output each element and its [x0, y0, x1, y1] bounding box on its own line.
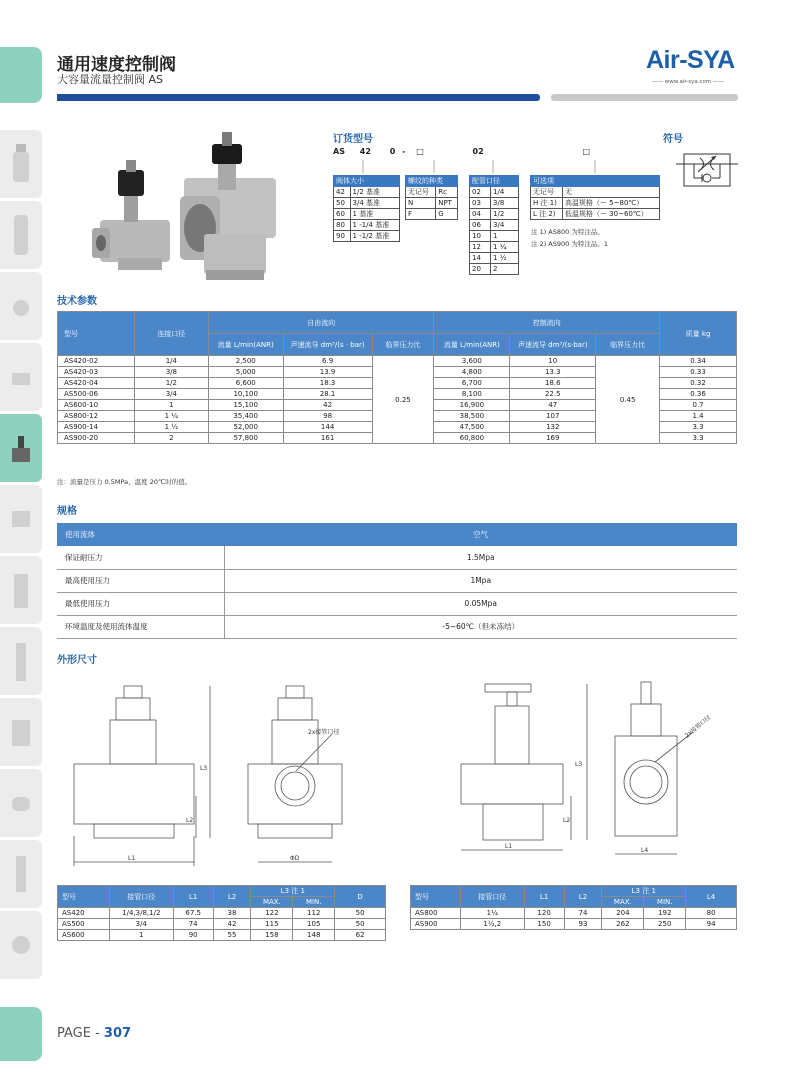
tech-note: 注：流量是压力 0.5MPa、温度 20℃时的值。 — [57, 478, 192, 486]
tech-title: 技术参数 — [57, 296, 97, 307]
table-row: AS900-14 1 ½ 52,000 144 47,500 132 3.3 — [58, 422, 737, 433]
dim-label-l1: L1 — [128, 855, 136, 862]
top-color-tab — [0, 47, 42, 103]
page-subtitle: 大容量流量控制阀 AS — [57, 73, 164, 86]
lubricator-icon — [10, 213, 32, 257]
side-tab-fitting[interactable] — [0, 343, 42, 411]
code-series: AS — [333, 147, 345, 156]
dims-title: 外形尺寸 — [57, 655, 97, 666]
table-row: AS800-12 1 ¼ 35,400 98 38,500 107 1.4 — [58, 411, 737, 422]
valve-icon — [10, 497, 32, 541]
side-tab-cylinder[interactable] — [0, 627, 42, 695]
filter-icon — [10, 142, 32, 186]
table-row: AS500-06 3/4 10,100 28.1 8,100 22.5 0.36 — [58, 389, 737, 400]
table-row: AS900-20 2 57,800 161 60,800 169 3.3 — [58, 433, 737, 444]
header-bar-grey — [551, 94, 738, 101]
dim-label-port: 2x接管口径 — [308, 729, 340, 736]
symbol-title: 符号 — [663, 134, 683, 145]
tech-table: 型号 连接口径 自由流向 控制流向 质量 kg 流量 L/min(ANR) 声速流导 dm³/(s · bar) 临界压力比 流量 L/min(ANR) 声速流导 dm³/(s·bar) 临界压力比 AS420-02 1/4 2,500 6.9 0.25 3,600 10 0.45 0.34 AS420-03 3/8 5,000 13.9 4,800 13.3 0.33 AS420-04 1/2 6,600 18.3 6,700 18.6 0.32 AS500-06 3/4 10,100 28.1 8,100 22.5 0.36 AS600-10 1 15,100 42 16,900 47 0.7 AS800-12 1 ¼ 35,400 98 38,500 107 1.4 AS900-14 1 ½ 52,000 144 47,500 132 3.3 AS900-20 2 57,800 161 60,800 169 3.3 — [57, 311, 737, 444]
body-size-table: 阀体大小 42 1/2 基准 50 3/4 基准 60 1 基准 80 1 -1/4 基准 90 1 -1/2 基准 — [333, 175, 400, 242]
table-row: AS420-02 1/4 2,500 6.9 0.25 3,600 10 0.45 0.34 — [58, 356, 737, 367]
speed-valve-icon — [10, 426, 32, 470]
side-tab-elbow[interactable] — [0, 769, 42, 837]
elbow-icon — [10, 781, 32, 825]
dims-table-1: 型号 接管口径 L1 L2 L3 注 1 D MAX. MIN. AS420 1/4,3/8,1/2 67.5 38 122 112 50 AS500 3/4 74 42 115 105 50 AS600 1 90 55 158 148 62 — [57, 885, 386, 941]
dim-label-l2-2: L2 — [563, 817, 571, 824]
side-tab-valve[interactable] — [0, 485, 42, 553]
product-photo — [88, 130, 308, 285]
options-table: 可选项 无记号 无 H 注 1) 高温规格（ー 5~80℃） L 注 2) 低温规格（ー 30~60℃） — [530, 175, 660, 220]
side-tab-accessory[interactable] — [0, 911, 42, 979]
dim-label-l3: L3 — [200, 765, 208, 772]
side-tab-silencer[interactable] — [0, 840, 42, 908]
cylinder-icon — [10, 639, 32, 683]
manifold-icon — [10, 710, 32, 754]
code-option: □ — [582, 147, 591, 156]
code-thread: 0 — [389, 147, 396, 156]
port-table: 配管口径 02 1/4 03 3/8 04 1/2 06 3/4 10 1 12 1 ¼ 14 1 ½ 20 2 — [469, 175, 519, 275]
website: —— www.air-sya.com —— — [652, 79, 725, 85]
spec-table: 使用流体 空气 保证耐压力 1.5Mpa 最高使用压力 1Mpa 最低使用压力 0.05Mpa 环境温度及使用流体温度 -5~60℃（但未冻结） — [57, 523, 737, 639]
drawing-as800-900 — [455, 676, 745, 871]
side-tab-manifold[interactable] — [0, 698, 42, 766]
dim-label-port-2: 2x接管口径 — [683, 714, 713, 740]
table-row: AS900 1½,2 150 93 262 250 94 — [411, 919, 737, 930]
side-tab-filter[interactable] — [0, 130, 42, 198]
order-code — [333, 147, 590, 156]
table-row: AS600-10 1 15,100 42 16,900 47 0.7 — [58, 400, 737, 411]
silencer-icon — [10, 852, 32, 896]
table-row: AS420 1/4,3/8,1/2 67.5 38 122 112 50 — [58, 908, 386, 919]
bottom-color-tab — [0, 1007, 42, 1061]
table-row: AS800 1¼ 120 74 204 192 80 — [411, 908, 737, 919]
dim-label-l4: L4 — [641, 847, 649, 854]
dim-label-l3-2: L3 — [575, 761, 583, 768]
side-tab-lubricator[interactable] — [0, 201, 42, 269]
side-tab-solenoid[interactable] — [0, 556, 42, 624]
page-number: PAGE - 307 — [57, 1026, 132, 1041]
option-note-2: 注 2) AS900 为特注品。1 — [531, 240, 608, 248]
table-row: AS600 1 90 55 158 148 62 — [58, 930, 386, 941]
table-row: AS500 3/4 74 42 115 105 50 — [58, 919, 386, 930]
code-port: 02 — [472, 147, 484, 156]
table-row: AS420-03 3/8 5,000 13.9 4,800 13.3 0.33 — [58, 367, 737, 378]
header-bar — [57, 94, 540, 101]
thread-table: 螺纹的种类 无记号 Rc N NPT F G — [405, 175, 458, 220]
gauge-icon — [10, 284, 32, 328]
dim-label-l2: L2 — [186, 817, 194, 824]
side-tab-speed-control[interactable] — [0, 414, 42, 482]
dims-table-2: 型号 接管口径 L1 L2 L3 注 1 L4 MAX. MIN. AS800 1¼ 120 74 204 192 80 AS900 1½,2 150 93 262 250 94 — [410, 885, 737, 930]
code-size: 42 — [359, 147, 371, 156]
spec-title: 规格 — [57, 506, 77, 517]
fitting-icon — [10, 355, 32, 399]
page-title: 通用速度控制阀 — [57, 55, 176, 75]
order-title: 订货型号 — [333, 134, 373, 145]
code-dash: - — [402, 147, 406, 156]
order-connectors — [360, 159, 600, 175]
code-box: □ — [416, 147, 424, 156]
option-note-1: 注 1) AS800 为特注品。 — [531, 228, 604, 236]
table-row: AS420-04 1/2 6,600 18.3 6,700 18.6 0.32 — [58, 378, 737, 389]
dim-label-d: ΦD — [290, 855, 300, 862]
solenoid-icon — [10, 568, 32, 612]
brand-logo: Air-SYA — [646, 46, 735, 74]
dim-label-l1-2: L1 — [505, 843, 513, 850]
drawing-as420-600 — [60, 676, 400, 871]
accessory-icon — [10, 923, 32, 967]
side-tab-gauge[interactable] — [0, 272, 42, 340]
flow-control-symbol — [676, 150, 738, 190]
